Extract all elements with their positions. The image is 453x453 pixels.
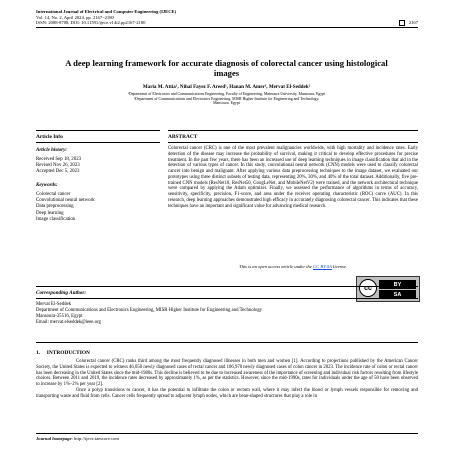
introduction-paragraph: Colorectal cancer (CRC) ranks third among the most frequently diagnosed illnesses in both men and women [1]. According to projections published by the American Cancer Society, the United States is expected to witness 46,050 newly diagnosed cases of rectal cancer and 106,970 newly diagnosed cases of colon cancer in 2023. The incidence rate of colon or rectal cancer has been decreasing in the United States since the mid-1980s. This decline is believed to be due to increased awareness of the importance of screening and individual risk factors resulting from lifestyle choices. Between 2011 and 2019, the incidence rates decreased by approximately 1%, as per the statistics. However, since the mid-1990s, rates for individuals under the age of 50 have been observed to increase by 1%–2% per year [2]. (36, 359, 418, 387)
keyword-item: Deep learning (36, 210, 64, 216)
license-link[interactable]: CC BY-SA (313, 264, 332, 269)
keyword-item: Colorectal cancer (36, 192, 71, 198)
header-divider (36, 27, 418, 28)
history-received: Received Sep 18, 2023 (36, 157, 82, 162)
abstract-body: Colorectal cancer (CRC) is one of the most prevalent malignancies worldwide, with high mortality and incidence rates. Early detection of the disease may increase the probability of survival, making it critical to develop effective procedures for precise treatment. In the past few years, there has been an increased use of deep learning techniques in image classification that aid in the detection of various types of cancer. In this study, convolutional neural network (CNN) models were used to classify colorectal cancer into benign and malignant. After applying various data preprocessing techniques to the image dataset, we evaluated our prototypes using three distinct subsets of testing data, representing 20%, 30%, and 40% of the total dataset. Additionally, five pre-trained CNN models (ResNet18, ResNet50, GoogLeNet, and MobileNetV2) were trained, and the network architectural technique were compared by applying the Adam optimizer. Finally, we assessed the performance of algorithms in terms of accuracy, sensitivity, specificity, precision, F1-score, and area under the receiver operating characteristic (ROC) curve (AUC). In this research, deep learning approaches demonstrated high efficacy in accurately diagnosing colorectal cancer. This indicates that these techniques have an important and significant value for advancing medical research. (168, 146, 418, 209)
history-revised: Revised Nov 26, 2023 (36, 163, 80, 169)
keyword-item: Convolutional neural network (36, 198, 95, 204)
abstract-section (168, 128, 418, 209)
corresponding-bottom-divider (36, 342, 418, 343)
affiliation-1: ¹Department of Electronics and Communications Engineering, Faculty of Engineering, Mansoura University, Mansoura, Egypt (127, 92, 326, 96)
corresponding-email[interactable]: Email: mervat.elseddek@ieee.org (36, 320, 101, 325)
corresponding-address: Mansoura-35516, Egypt (36, 314, 83, 319)
history-label: Article history: (36, 148, 67, 153)
info-divider-top (36, 130, 160, 131)
page-number: 2167 (408, 20, 418, 26)
introduction-paragraph: Once a polyp transitions to cancer, it has the potential to infiltrate the colon or rectum wall, where it may infect the blood or lymph vessels responsible for removing and transporting waste and fluid from cells. Cancer cells frequently spread to adjacent lymph nodes, which are bean-shaped structures that play a role in (36, 387, 418, 399)
footer-divider (36, 433, 418, 434)
abstract-divider (168, 142, 418, 143)
paper-authors: Maria M. Attia¹, Nihal Fayez F. Areed¹, Hanan M. Amer¹, Mervat El-Seddek² (142, 84, 311, 90)
corresponding-divider (36, 298, 418, 299)
keyword-item: Data preprocessing (36, 204, 74, 210)
paper-affiliations (70, 92, 383, 106)
footer (36, 436, 418, 441)
abstract-heading: ABSTRACT (168, 134, 198, 140)
footer-url[interactable]: : http://ijece.iaescore.com (71, 436, 119, 441)
article-info-heading: Article Info (36, 134, 63, 140)
journal-header (36, 9, 418, 26)
introduction-section (36, 350, 418, 399)
affiliation-2: ²Department of Communications and Electronics Engineering, MISR Higher Institute for Engineering and Technology, (133, 96, 320, 101)
abstract-divider-top (168, 130, 418, 131)
cc-circle-icon: cc (359, 279, 377, 297)
journal-issn: ISSN: 2088-8708, DOI: 10.11591/ijece.v14i2.pp2167-2180 (36, 20, 146, 26)
affiliation-3: Mansoura, Egypt (213, 101, 240, 106)
paper-title: A deep learning framework for accurate diagnosis of colorectal cancer using histological images (65, 58, 388, 78)
history-accepted: Accepted Dec 5, 2023 (36, 169, 80, 175)
introduction-heading: 1. INTRODUCTION (36, 350, 90, 356)
corresponding-affiliation: Department of Communications and Electronics Engineering, MISR Higher Institute for Engineering and Technology (36, 308, 263, 313)
corresponding-name: Mervat El-Seddek (36, 302, 72, 307)
corresponding-author (36, 290, 418, 326)
keywords-label: Keywords: (36, 183, 58, 189)
license-notice (168, 264, 418, 269)
corresponding-label: Corresponding Author: (36, 290, 87, 296)
article-info (36, 128, 160, 223)
page-square-icon (399, 20, 405, 26)
keyword-item: Image classification (36, 216, 76, 222)
cc-by-label: BY (379, 280, 416, 289)
cc-sa-label: SA (379, 290, 416, 299)
abstract-bottom-divider (36, 286, 418, 287)
license-prefix: This is an open access article under the (239, 264, 314, 269)
journal-volume: Vol. 14, No. 2, April 2024, pp. 2167~2180 (36, 14, 114, 20)
footer-label: Journal homepage (36, 436, 72, 441)
info-divider (36, 142, 160, 143)
journal-name: International Journal of Electrical and Computer Engineering (IJECE) (36, 9, 177, 14)
license-suffix: license. (331, 264, 347, 269)
